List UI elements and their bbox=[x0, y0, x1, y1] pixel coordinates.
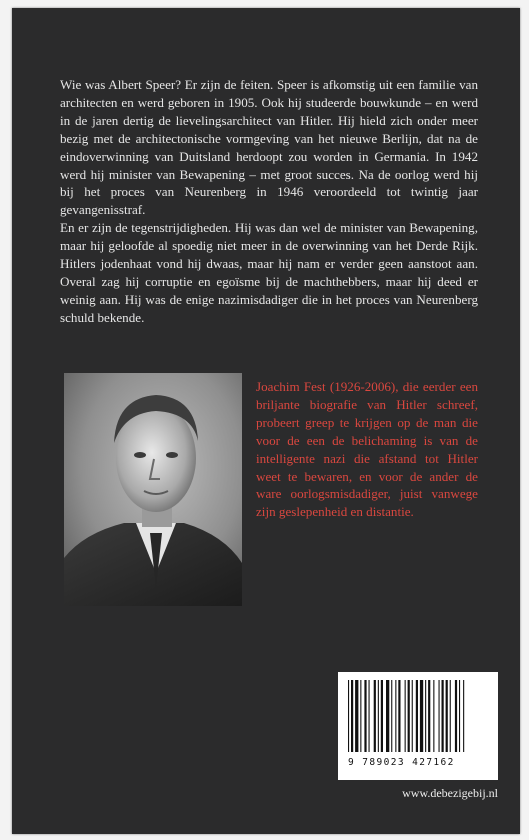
barcode-bar bbox=[446, 680, 448, 752]
barcode-bar bbox=[408, 680, 410, 752]
barcode-bar bbox=[420, 680, 423, 752]
barcode-bar bbox=[450, 680, 451, 752]
author-portrait bbox=[64, 373, 242, 606]
author-description: Joachim Fest (1926-2006), die eerder een briljante biografie van Hitler schreef, probeert greep te krijgen op de man die voor de een de belichaming is van de intelligente nazi die afstand tot Hitler weet te bewaren, en voor de ander de ware oorlogsmisdadiger, juist vanwege zijn geslepenheid en distantie. bbox=[256, 379, 478, 520]
publisher-website[interactable]: www.debezigebij.nl bbox=[402, 786, 498, 800]
barcode-bar bbox=[381, 680, 383, 752]
barcode-bar bbox=[369, 680, 370, 752]
barcode-bar bbox=[428, 680, 430, 752]
barcode-bar bbox=[355, 680, 358, 752]
barcode-bar bbox=[433, 680, 434, 752]
barcode-bar bbox=[360, 680, 361, 752]
barcode-bar bbox=[374, 680, 376, 752]
barcode-bar bbox=[459, 680, 460, 752]
barcode-bar bbox=[439, 680, 440, 752]
barcode-bar bbox=[398, 680, 400, 752]
back-cover bbox=[12, 8, 520, 834]
barcode-bar bbox=[351, 680, 353, 752]
blurb-text bbox=[60, 76, 478, 327]
barcode-bar bbox=[386, 680, 389, 752]
blurb-paragraph-1: Wie was Albert Speer? Er zijn de feiten. Speer is afkomstig uit een familie van architecten en werd geboren in 1905. Ook hij studeerde bouwkunde – en werd in de jaren dertig de lievelingsarchitect van Hitler. Hij hield zich onder meer bezig met de architectonische vormgeving van het nieuwe Berlijn, dat na de eindoverwinning van Duitsland herdoopt zou worden in Germania. In 1942 werd hij minister van Bewapening – met groot succes. Na de oorlog werd hij bij het proces van Neurenberg in 1946 veroordeeld tot twintig jaar gevangenisstraf. bbox=[60, 77, 478, 218]
barcode-number: 9 789023 427162 bbox=[348, 757, 455, 768]
barcode-bar bbox=[395, 680, 396, 752]
barcode-bar bbox=[391, 680, 392, 752]
barcode-bar bbox=[405, 680, 406, 752]
barcode-bar bbox=[425, 680, 426, 752]
barcode-bar bbox=[416, 680, 418, 752]
barcode-bar bbox=[364, 680, 366, 752]
barcode-bars bbox=[344, 680, 492, 756]
barcode-bar bbox=[442, 680, 444, 752]
barcode-bar bbox=[378, 680, 379, 752]
barcode-bar bbox=[463, 680, 464, 752]
blurb-paragraph-2: En er zijn de tegenstrijdigheden. Hij was dan wel de minister van Bewapening, maar hij geloofde al spoedig niet meer in de overwinning van het Derde Rijk. Hitlers jodenhaat vond hij dwaas, maar hij nam er verder geen aanstoot aan. Overal zag hij corruptie en egoïsme bij de machthebbers, maar hij deed er weinig aan. Hij was de enige nazimisdadiger die in het proces van Neurenberg schuld bekende. bbox=[60, 220, 478, 325]
barcode-bar bbox=[348, 680, 349, 752]
barcode-bar bbox=[455, 680, 457, 752]
barcode bbox=[338, 672, 498, 780]
barcode-bar bbox=[412, 680, 413, 752]
portrait-photo bbox=[64, 373, 242, 606]
